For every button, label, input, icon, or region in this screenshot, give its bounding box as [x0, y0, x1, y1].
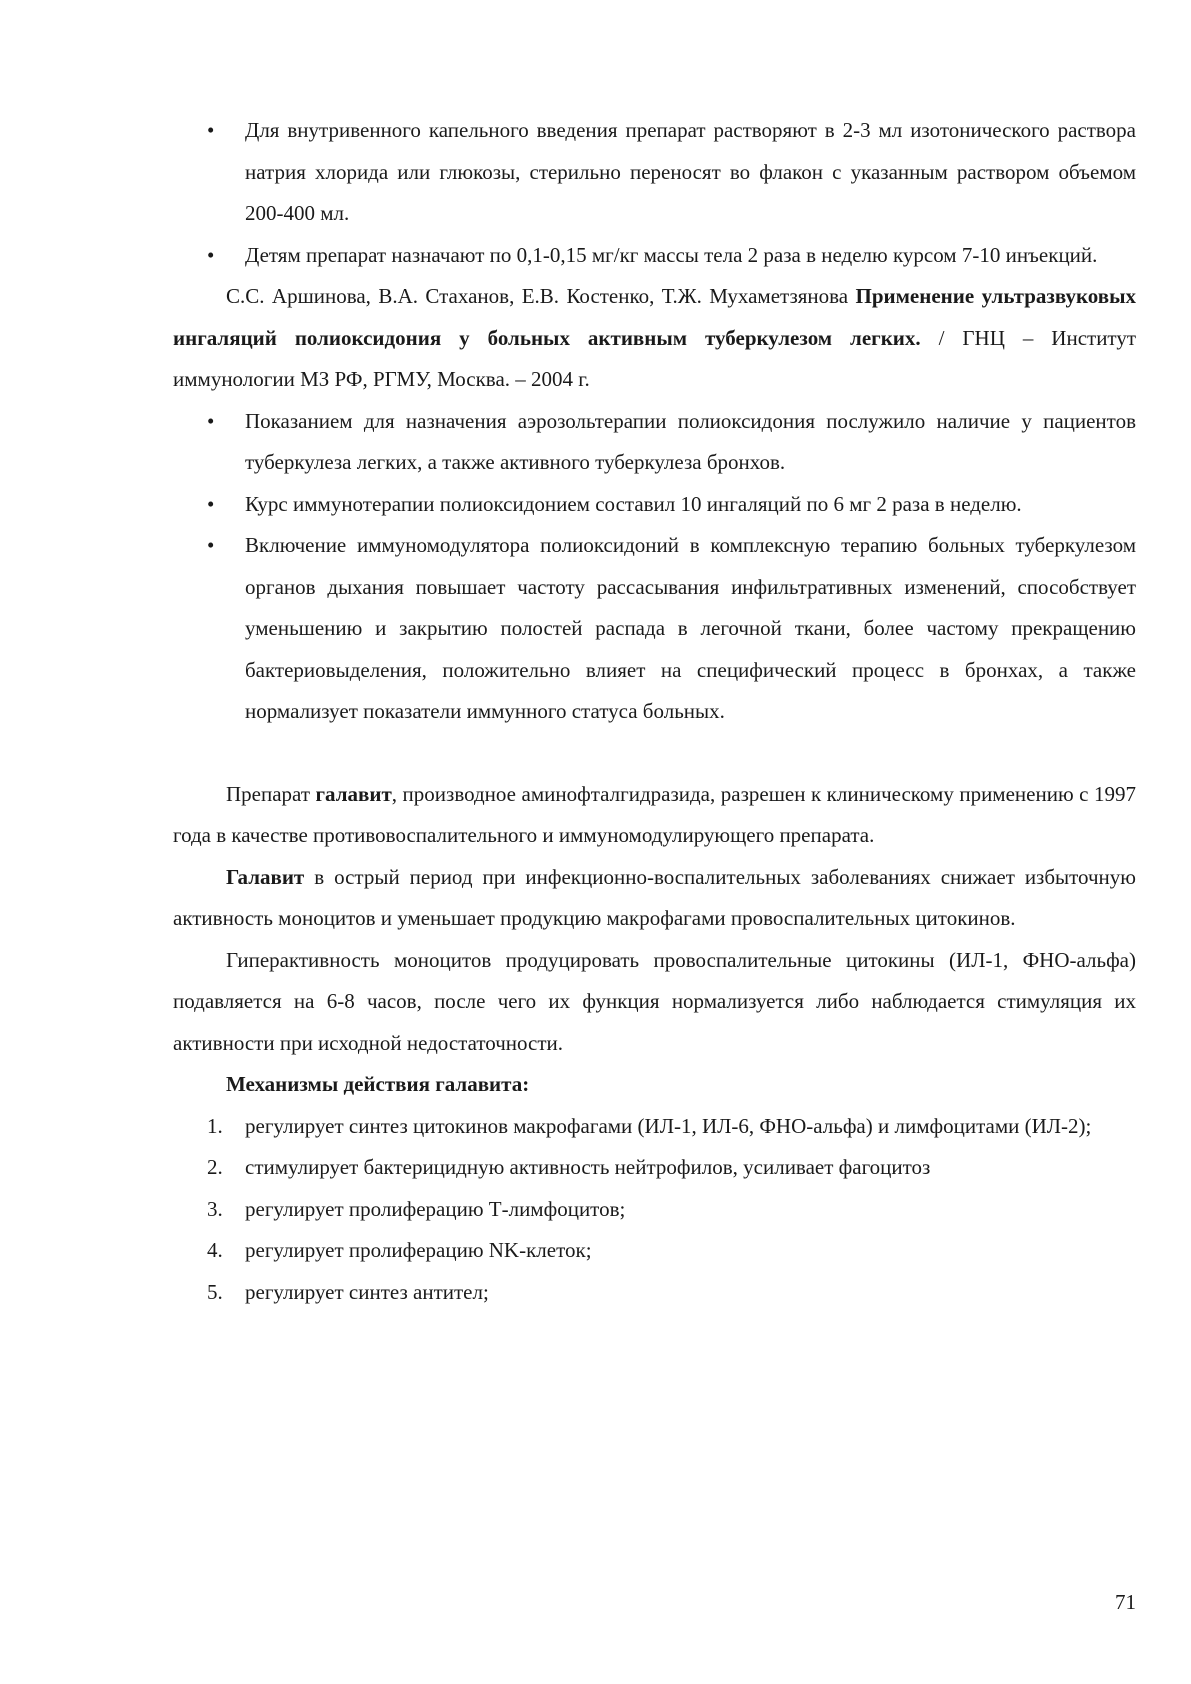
list-item-text: Показанием для назначения аэрозольтерапии полиоксидония послужило наличие у пациентов туберкулеза легких, а также активного туберкулеза бронхов.	[245, 408, 1136, 474]
reference-citation	[173, 276, 1136, 401]
text-run: Препарат	[226, 781, 316, 806]
bullet-marker: •	[207, 242, 215, 267]
paragraph-hyperactivity: Гиперактивность моноцитов продуцировать провоспалительные цитокины (ИЛ-1, ФНО-альфа) подавляется на 6-8 часов, после чего их функция нормализуется либо наблюдается стимуляция их активности при исходной недостаточности.	[173, 947, 1136, 1055]
list-item-text: Для внутривенного капельного введения препарат растворяют в 2-3 мл изотонического раствора натрия хлорида или глюкозы, стерильно переносят во флакон с указанным раствором объемом 200-400 мл.	[245, 118, 1136, 225]
bullet-marker: •	[207, 118, 215, 142]
list-number: 5.	[207, 1279, 223, 1304]
list-number: 1.	[207, 1113, 223, 1138]
list-item	[173, 1106, 1136, 1148]
list-item-text: регулирует пролиферацию Т-лимфоцитов;	[245, 1196, 626, 1221]
list-item	[173, 484, 1136, 526]
list-item	[173, 525, 1136, 733]
list-item	[173, 235, 1136, 277]
drug-name-bold: галавит	[315, 781, 392, 806]
bullet-list-administration	[173, 110, 1136, 276]
list-item-text: регулирует синтез цитокинов макрофагами (ИЛ-1, ИЛ-6, ФНО-альфа) и лимфоцитами (ИЛ-2);	[245, 1113, 1092, 1138]
bullet-list-findings	[173, 401, 1136, 733]
reference-title: Применение ультразвуковых ингаляций полиоксидония у больных активным туберкулезом легких.	[173, 284, 1136, 350]
list-item	[173, 1272, 1136, 1314]
list-item-text: регулирует синтез антител;	[245, 1279, 489, 1304]
list-item	[173, 1147, 1136, 1189]
list-item-text: стимулирует бактерицидную активность нейтрофилов, усиливает фагоцитоз	[245, 1155, 931, 1179]
list-item	[173, 401, 1136, 484]
text-run: , производное аминофталгидразида, разрешен к клиническому применению с 1997 года в качестве противовоспалительного и иммуномодулирующего препарата.	[173, 781, 1136, 847]
list-item-text: Включение иммуномодулятора полиоксидоний в комплексную терапию больных туберкулезом органов дыхания повышает частоту рассасывания инфильтративных изменений, способствует уменьшению и закрытию полостей распада в легочной ткани, более частому прекращению бактериовыделения, положительно влияет на специфический процесс в бронхах, а также нормализует показатели иммунного статуса больных.	[245, 533, 1136, 723]
list-item-text: регулирует пролиферацию NK-клеток;	[245, 1238, 592, 1262]
list-item	[173, 1230, 1136, 1272]
paragraph-galavit-acute	[173, 857, 1136, 940]
list-item	[173, 110, 1136, 235]
list-item-text: Детям препарат назначают по 0,1-0,15 мг/кг массы тела 2 раза в неделю курсом 7-10 инъекций.	[245, 242, 1098, 267]
bullet-marker: •	[207, 533, 215, 557]
bullet-marker: •	[207, 408, 215, 433]
reference-source: / ГНЦ – Институт иммунологии МЗ РФ, РГМУ, Москва. – 2004 г.	[173, 325, 1137, 391]
page-number: 71	[1115, 1590, 1136, 1614]
reference-authors: С.С. Аршинова, В.А. Стаханов, Е.В. Костенко, Т.Ж. Мухаметзянова	[226, 284, 856, 308]
drug-name-bold: Галавит	[226, 864, 305, 889]
list-item-text: Курс иммунотерапии полиоксидонием составил 10 ингаляций по 6 мг 2 раза в неделю.	[245, 491, 1022, 516]
list-number: 2.	[207, 1155, 223, 1179]
paragraph-gap	[173, 733, 1136, 774]
list-item	[173, 1189, 1136, 1231]
mechanisms-list	[173, 1106, 1136, 1314]
text-run: в острый период при инфекционно-воспалительных заболеваниях снижает избыточную активность моноцитов и уменьшает продукцию макрофагами провоспалительных цитокинов.	[173, 864, 1136, 930]
mechanisms-heading: Механизмы действия галавита:	[226, 1072, 530, 1096]
list-number: 4.	[207, 1238, 223, 1262]
list-number: 3.	[207, 1196, 223, 1221]
bullet-marker: •	[207, 491, 215, 516]
document-body	[173, 110, 1136, 1313]
paragraph-galavit-intro	[173, 774, 1136, 857]
